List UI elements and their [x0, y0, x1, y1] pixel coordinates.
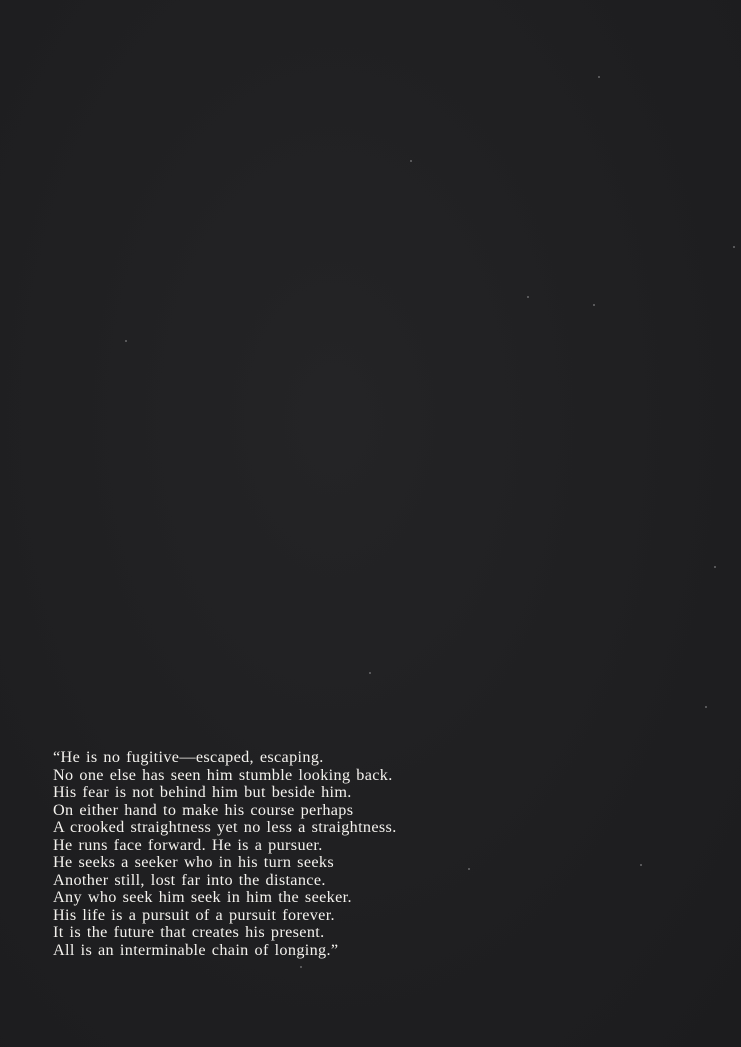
dust-speck — [593, 304, 595, 306]
poem-line: His life is a pursuit of a pursuit forever. — [53, 905, 335, 924]
dust-speck — [598, 76, 600, 78]
poem-line: Another still, lost far into the distance. — [53, 870, 326, 889]
poem-line: His fear is not behind him but beside him. — [53, 783, 352, 802]
dust-speck — [300, 966, 302, 968]
poem-line: He runs face forward. He is a pursuer. — [53, 835, 323, 854]
dust-speck — [410, 160, 412, 162]
poem-line: He seeks a seeker who in his turn seeks — [53, 853, 334, 872]
poem-line: Any who seek him seek in him the seeker. — [53, 888, 352, 907]
dust-speck — [714, 566, 716, 568]
poem-line: It is the future that creates his present. — [53, 923, 325, 942]
dust-speck — [125, 340, 127, 342]
poem-line: On either hand to make his course perhaps — [53, 800, 354, 819]
poem-line: “He is no fugitive—escaped, escaping. — [53, 748, 324, 766]
dust-speck — [527, 296, 529, 298]
poem-text — [53, 749, 713, 960]
poem-line: A crooked straightness yet no less a straightness. — [53, 818, 397, 837]
poem-line: All is an interminable chain of longing.” — [53, 941, 339, 960]
dust-speck — [369, 672, 371, 674]
poem-line: No one else has seen him stumble looking back. — [53, 765, 393, 784]
dust-speck — [733, 246, 735, 248]
dust-speck — [705, 706, 707, 708]
